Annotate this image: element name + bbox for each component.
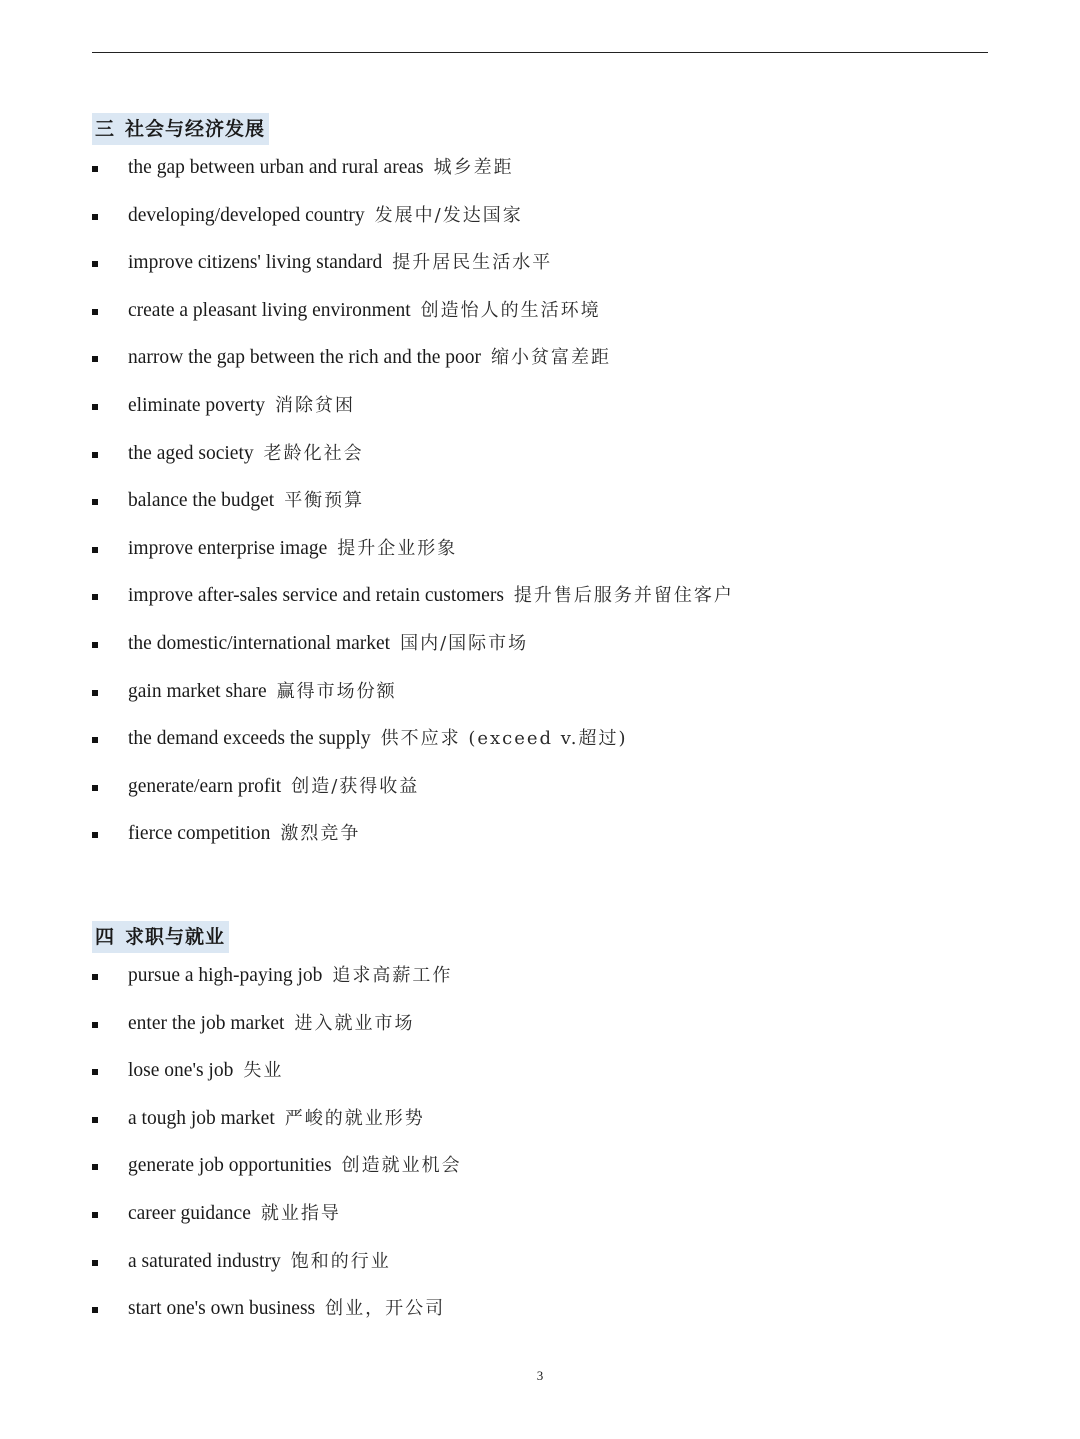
phrase-chinese: 提升企业形象	[337, 537, 458, 559]
phrase-chinese: 创造怡人的生活环境	[420, 299, 601, 321]
square-bullet-icon	[92, 547, 98, 553]
phrase-english: the demand exceeds the supply	[128, 728, 371, 750]
list-item	[92, 485, 988, 533]
section-title: 社会与经济发展	[125, 118, 266, 140]
phrase-english: eliminate poverty	[128, 394, 265, 416]
phrase-chinese: 创造/获得收益	[291, 775, 420, 797]
phrase-chinese: 创造就业机会	[341, 1155, 462, 1177]
square-bullet-icon	[92, 1022, 98, 1028]
square-bullet-icon	[92, 452, 98, 458]
square-bullet-icon	[92, 1069, 98, 1075]
square-bullet-icon	[92, 1117, 98, 1123]
list-item	[92, 580, 988, 628]
phrase-english: generate job opportunities	[128, 1155, 332, 1177]
phrase-english: the gap between urban and rural areas	[128, 157, 424, 178]
list-item	[92, 1150, 988, 1198]
section-title: 求职与就业	[125, 926, 226, 948]
square-bullet-icon	[92, 594, 98, 600]
phrase-english: improve citizens' living standard	[128, 252, 383, 274]
phrase-english: developing/developed country	[128, 204, 365, 226]
square-bullet-icon	[92, 261, 98, 267]
phrase-chinese: 消除贫困	[275, 394, 355, 416]
list-item	[92, 771, 988, 819]
list-item	[92, 295, 988, 343]
list-item	[92, 1246, 988, 1294]
phrase-chinese: 城乡差距	[433, 157, 514, 178]
square-bullet-icon	[92, 690, 98, 696]
square-bullet-icon	[92, 214, 98, 220]
list-item	[92, 390, 988, 438]
phrase-chinese: 创业，开公司	[325, 1298, 446, 1320]
header-rule	[92, 52, 988, 53]
page-number: 3	[536, 1368, 544, 1383]
phrase-english: improve enterprise image	[128, 537, 328, 559]
phrase-chinese: 缩小贫富差距	[491, 347, 612, 369]
phrase-english: create a pleasant living environment	[128, 299, 411, 321]
phrase-chinese: 老龄化社会	[263, 442, 364, 464]
list-item	[92, 200, 988, 248]
square-bullet-icon	[92, 1212, 98, 1218]
phrase-chinese: 就业指导	[260, 1202, 341, 1224]
phrase-list	[92, 960, 988, 1341]
phrase-chinese: 追求高薪工作	[332, 965, 453, 986]
phrase-english: gain market share	[128, 680, 267, 702]
phrase-english: improve after-sales service and retain customers	[128, 585, 504, 607]
square-bullet-icon	[92, 356, 98, 362]
phrase-chinese: 提升售后服务并留住客户	[513, 585, 734, 607]
phrase-english: balance the budget	[128, 490, 275, 512]
phrase-english: start one's own business	[128, 1298, 316, 1320]
list-item	[92, 676, 988, 724]
list-item	[92, 1055, 988, 1103]
list-item	[92, 628, 988, 676]
list-item	[92, 1198, 988, 1246]
section-job-employment	[92, 921, 988, 1341]
section-number: 三	[95, 118, 116, 140]
phrase-english: the aged society	[128, 442, 254, 464]
section-heading	[92, 113, 269, 145]
square-bullet-icon	[92, 832, 98, 838]
phrase-chinese: 赢得市场份额	[276, 680, 397, 702]
square-bullet-icon	[92, 404, 98, 410]
phrase-english: a saturated industry	[128, 1250, 281, 1272]
phrase-english: career guidance	[128, 1202, 251, 1224]
section-heading	[92, 921, 229, 953]
phrase-english: narrow the gap between the rich and the poor	[128, 347, 482, 369]
phrase-list	[92, 152, 988, 866]
list-item	[92, 1008, 988, 1056]
square-bullet-icon	[92, 309, 98, 315]
square-bullet-icon	[92, 1307, 98, 1313]
list-item	[92, 152, 988, 200]
square-bullet-icon	[92, 785, 98, 791]
phrase-chinese: 国内/国际市场	[400, 632, 529, 654]
phrase-chinese: 平衡预算	[284, 490, 365, 512]
square-bullet-icon	[92, 642, 98, 648]
phrase-chinese: 供不应求 (exceed v.超过)	[380, 728, 628, 750]
phrase-english: lose one's job	[128, 1060, 234, 1082]
phrase-chinese: 严峻的就业形势	[284, 1107, 425, 1129]
list-item	[92, 1293, 988, 1341]
square-bullet-icon	[92, 499, 98, 505]
list-item	[92, 818, 988, 866]
phrase-english: generate/earn profit	[128, 775, 282, 797]
list-item	[92, 438, 988, 486]
phrase-chinese: 发展中/发达国家	[374, 204, 523, 226]
section-number: 四	[95, 926, 116, 948]
square-bullet-icon	[92, 974, 98, 980]
list-item	[92, 960, 988, 1008]
phrase-english: the domestic/international market	[128, 632, 391, 654]
section-social-economic	[92, 113, 988, 866]
phrase-chinese: 饱和的行业	[290, 1250, 391, 1272]
list-item	[92, 342, 988, 390]
phrase-english: pursue a high-paying job	[128, 965, 323, 986]
square-bullet-icon	[92, 166, 98, 172]
phrase-chinese: 进入就业市场	[294, 1012, 415, 1034]
list-item	[92, 533, 988, 581]
list-item	[92, 1103, 988, 1151]
phrase-chinese: 失业	[243, 1060, 284, 1082]
phrase-chinese: 提升居民生活水平	[392, 252, 553, 274]
list-item	[92, 723, 988, 771]
phrase-english: enter the job market	[128, 1012, 285, 1034]
list-item	[92, 247, 988, 295]
square-bullet-icon	[92, 1260, 98, 1266]
phrase-english: fierce competition	[128, 823, 271, 845]
phrase-chinese: 激烈竞争	[280, 823, 361, 845]
square-bullet-icon	[92, 1164, 98, 1170]
phrase-english: a tough job market	[128, 1107, 275, 1129]
square-bullet-icon	[92, 737, 98, 743]
